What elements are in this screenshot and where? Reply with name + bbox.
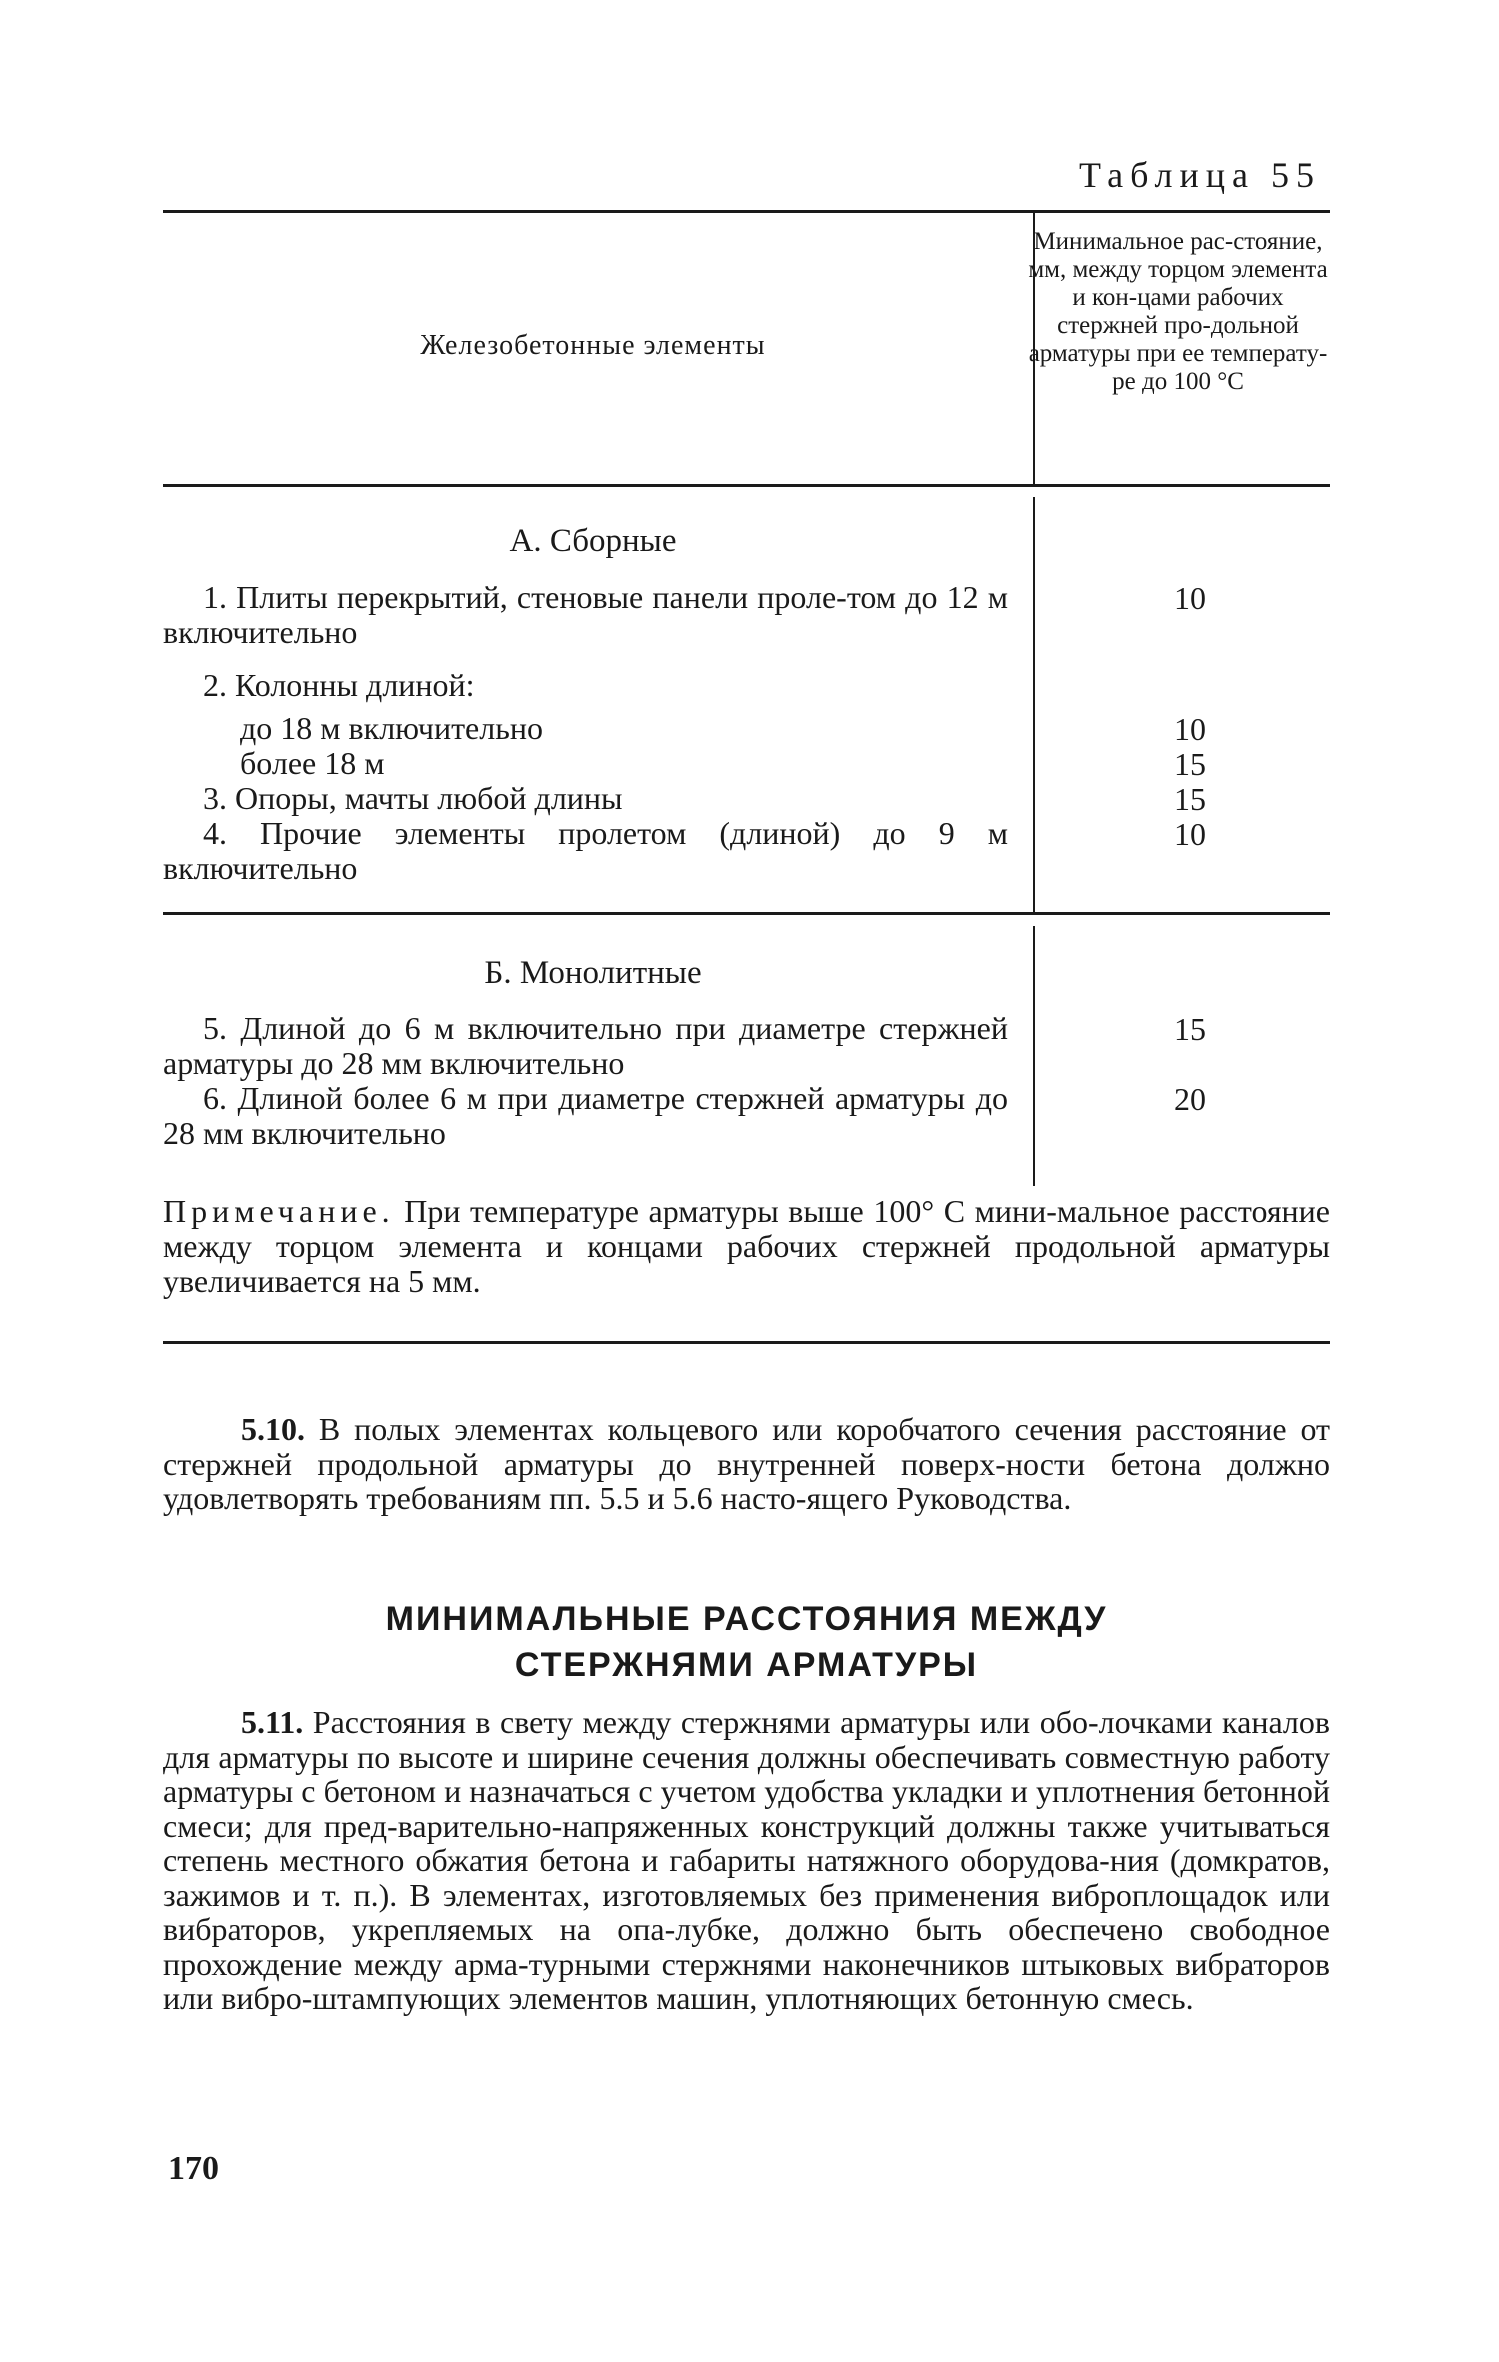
row-2b-value: 15 xyxy=(1174,746,1206,782)
row-6-text: 6. Длиной более 6 м при диаметре стержней арматуры до 28 мм включительно xyxy=(163,1080,1008,1151)
row-5-value: 15 xyxy=(1174,1011,1206,1047)
table-caption: Таблица 55 xyxy=(1079,155,1321,195)
paragraph-5-10 xyxy=(163,1412,1330,1516)
section-b-title: Б. Монолитные xyxy=(484,955,702,991)
paragraph-5-11-text: Расстояния в свету между стержнями арматуры или обо-лочками каналов для арматуры по высоте и ширине сечения должны обеспечивать совместную работу арматуры с бетоном и назначаться с учетом удобства укладки и уплотнения бетонной смеси; для пред-варительно-напряженных конструкций должны также учитываться степень местного обжатия бетона и габариты натяжного оборудова-ния (домкратов, зажимов и т. п.). В элементах, изготовляемых без применения виброплощадок или вибраторов, укрепляемых на опа-лубке, должно быть обеспечено свободное прохождение между арма-турными стержнями наконечников штыковых вибраторов или вибро-штампующих элементов машин, уплотняющих бетонную смесь. xyxy=(163,1704,1331,2016)
row-5-text: 5. Длиной до 6 м включительно при диаметре стержней арматуры до 28 мм включительно xyxy=(163,1010,1008,1081)
header-bottom-rule xyxy=(163,484,1330,487)
row-2a-value: 10 xyxy=(1174,711,1206,747)
row-6-value: 20 xyxy=(1174,1081,1206,1117)
page-number: 170 xyxy=(168,2150,219,2187)
row-4-value: 10 xyxy=(1174,816,1206,852)
row-2b-text: более 18 м xyxy=(240,745,385,781)
section-heading xyxy=(163,1596,1330,1688)
row-3-text: 3. Опоры, мачты любой длины xyxy=(203,780,623,816)
note-text: При температуре арматуры выше 100° С мини-мальное расстояние между торцом элемента и концами рабочих стержней продольной арматуры увеличивается на 5 мм. xyxy=(163,1193,1330,1299)
section-a-column-divider xyxy=(1033,497,1035,912)
header-elements: Железобетонные элементы xyxy=(420,330,766,361)
table-note xyxy=(163,1194,1330,1299)
table-top-rule xyxy=(163,210,1330,213)
section-b-column-divider xyxy=(1033,926,1035,1186)
paragraph-5-11-number: 5.11. xyxy=(241,1704,304,1740)
paragraph-5-10-number: 5.10. xyxy=(241,1411,305,1447)
row-1-text: 1. Плиты перекрытий, стеновые панели проле-том до 12 м включительно xyxy=(163,579,1008,650)
section-a-bottom-rule xyxy=(163,912,1330,915)
row-4-text: 4. Прочие элементы пролетом (длиной) до 9 м включительно xyxy=(163,815,1008,886)
section-heading-line-2: СТЕРЖНЯМИ АРМАТУРЫ xyxy=(514,1646,979,1684)
paragraph-5-11 xyxy=(163,1705,1330,2016)
row-1-value: 10 xyxy=(1174,580,1206,616)
row-3-value: 15 xyxy=(1174,781,1206,817)
section-a-title: А. Сборные xyxy=(509,523,677,559)
row-2-text: 2. Колонны длиной: xyxy=(203,667,475,703)
header-min-distance: Минимальное рас-стояние, мм, между торцом элемента и кон-цами рабочих стержней про-дольной арматуры при ее температу-ре до 100 °С xyxy=(1028,228,1328,395)
note-label: Примечание. xyxy=(163,1193,395,1229)
section-heading-line-1: МИНИМАЛЬНЫЕ РАССТОЯНИЯ МЕЖДУ xyxy=(385,1600,1108,1638)
paragraph-5-10-text: В полых элементах кольцевого или коробчатого сечения расстояние от стержней продольной арматуры до внутренней поверх-ности бетона должно удовлетворять требованиям пп. 5.5 и 5.6 насто-ящего Руководства. xyxy=(163,1411,1331,1516)
row-2a-text: до 18 м включительно xyxy=(240,710,543,746)
table-bottom-rule xyxy=(163,1341,1330,1344)
